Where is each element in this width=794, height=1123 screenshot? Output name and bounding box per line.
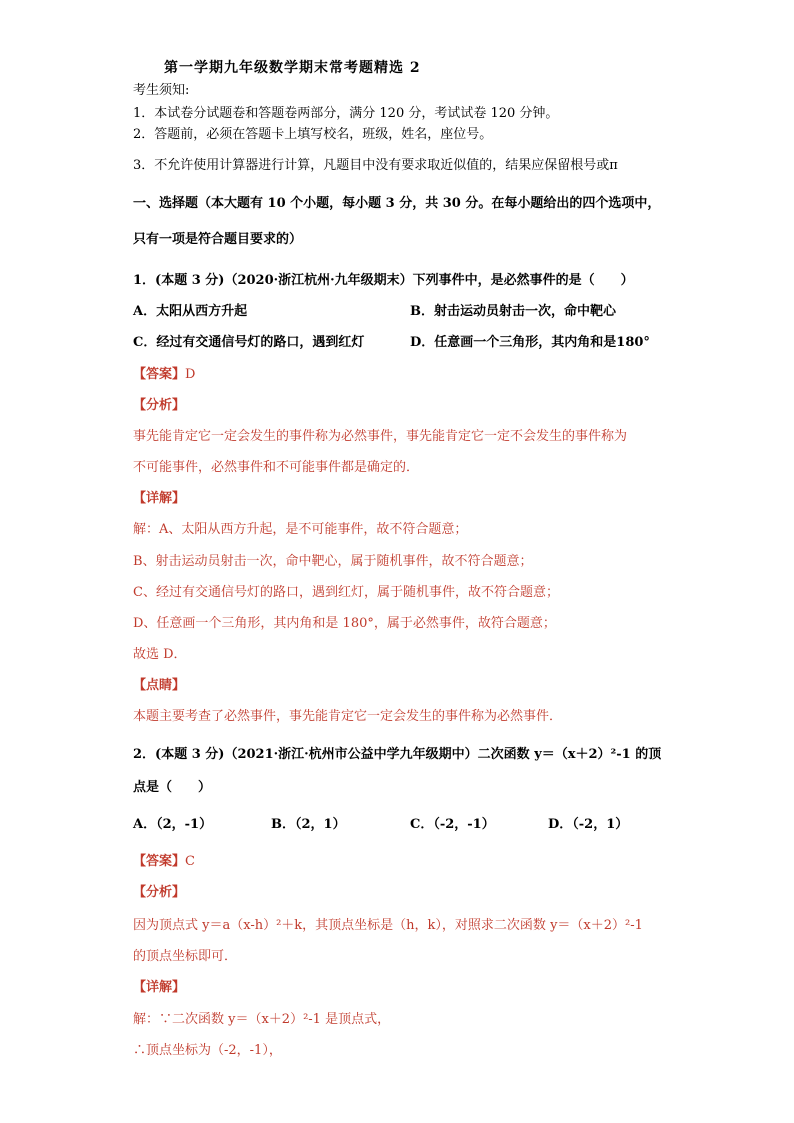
page-title: 第一学期九年级数学期末常考题精选 2	[164, 60, 421, 76]
q1-option-d: D．任意画一个三角形，其内角和是180°	[410, 335, 650, 350]
notice-3: 3．不允许使用计算器进行计算，凡题目中没有要求取近似值的，结果应保留根号或π	[133, 158, 618, 173]
notice-1: 1．本试卷分试题卷和答题卷两部分，满分 120 分，考试试卷 120 分钟。	[133, 106, 559, 121]
q2-detail-line2: ∴顶点坐标为（-2，-1），	[133, 1043, 282, 1058]
q1-comment: 本题主要考查了必然事件，事先能肯定它一定会发生的事件称为必然事件．	[133, 709, 563, 724]
q1-option-c: C．经过有交通信号灯的路口，遇到红灯	[133, 335, 365, 350]
q1-answer: D	[185, 367, 196, 382]
section-heading-line2: 只有一项是符合题目要求的）	[133, 232, 303, 247]
section-heading-line1: 一、选择题（本大题有 10 个小题，每小题 3 分，共 30 分。在每小题给出的四个选项中，	[133, 196, 661, 211]
q1-analysis-line2: 不可能事件，必然事件和不可能事件都是确定的．	[133, 460, 420, 475]
q2-analysis-line1: 因为顶点式 y＝a（x-h）²＋k，其顶点坐标是（h，k），对照求二次函数 y＝（x＋2）²-1	[133, 918, 643, 933]
q1-stem: 1．(本题 3 分)（2020·浙江杭州·九年级期末）下列事件中，是必然事件的是（ ）	[133, 273, 634, 288]
q1-option-b: B．射击运动员射击一次，命中靶心	[410, 304, 616, 319]
q1-detail-line3: C、经过有交通信号灯的路口，遇到红灯，属于随机事件，故不符合题意；	[133, 585, 559, 600]
answer-label: 【答案】	[133, 854, 186, 869]
q2-answer-row	[133, 854, 195, 870]
notice-2: 2．答题前，必须在答题卡上填写校名，班级，姓名，座位号。	[133, 127, 493, 142]
q2-option-c: C．（-2，-1）	[410, 817, 495, 832]
q1-analysis-label: 【分析】	[133, 398, 186, 413]
q2-detail-label: 【详解】	[133, 980, 186, 995]
q2-detail-line1: 解：∵二次函数 y＝（x＋2）²-1 是顶点式，	[133, 1012, 391, 1027]
q1-answer-row	[133, 367, 195, 383]
q2-stem-line2: 点是（ ）	[133, 780, 212, 795]
q2-answer: C	[185, 854, 195, 869]
q1-comment-label: 【点睛】	[133, 678, 186, 693]
answer-label: 【答案】	[133, 367, 186, 382]
q2-stem-line1: 2．(本题 3 分)（2021·浙江·杭州市公益中学九年级期中）二次函数 y＝（x＋2）²-1 的顶	[133, 747, 662, 762]
q1-detail-line5: 故选 D．	[133, 647, 187, 662]
q1-detail-line1: 解：A、太阳从西方升起，是不可能事件，故不符合题意；	[133, 522, 468, 537]
q1-detail-label: 【详解】	[133, 491, 186, 506]
q1-analysis-line1: 事先能肯定它一定会发生的事件称为必然事件，事先能肯定它一定不会发生的事件称为	[133, 429, 628, 444]
q1-option-a: A．太阳从西方升起	[133, 304, 248, 319]
q1-detail-line2: B、射击运动员射击一次，命中靶心，属于随机事件，故不符合题意；	[133, 554, 533, 569]
q2-option-d: D．（-2，1）	[548, 817, 629, 832]
notice-heading: 考生须知:	[133, 83, 190, 98]
q1-detail-line4: D、任意画一个三角形，其内角和是 180°，属于必然事件，故符合题意；	[133, 616, 556, 631]
q2-analysis-label: 【分析】	[133, 885, 186, 900]
q2-option-b: B．（2，1）	[271, 817, 346, 832]
q2-option-a: A．（2，-1）	[133, 817, 213, 832]
q2-analysis-line2: 的顶点坐标即可．	[133, 949, 238, 964]
